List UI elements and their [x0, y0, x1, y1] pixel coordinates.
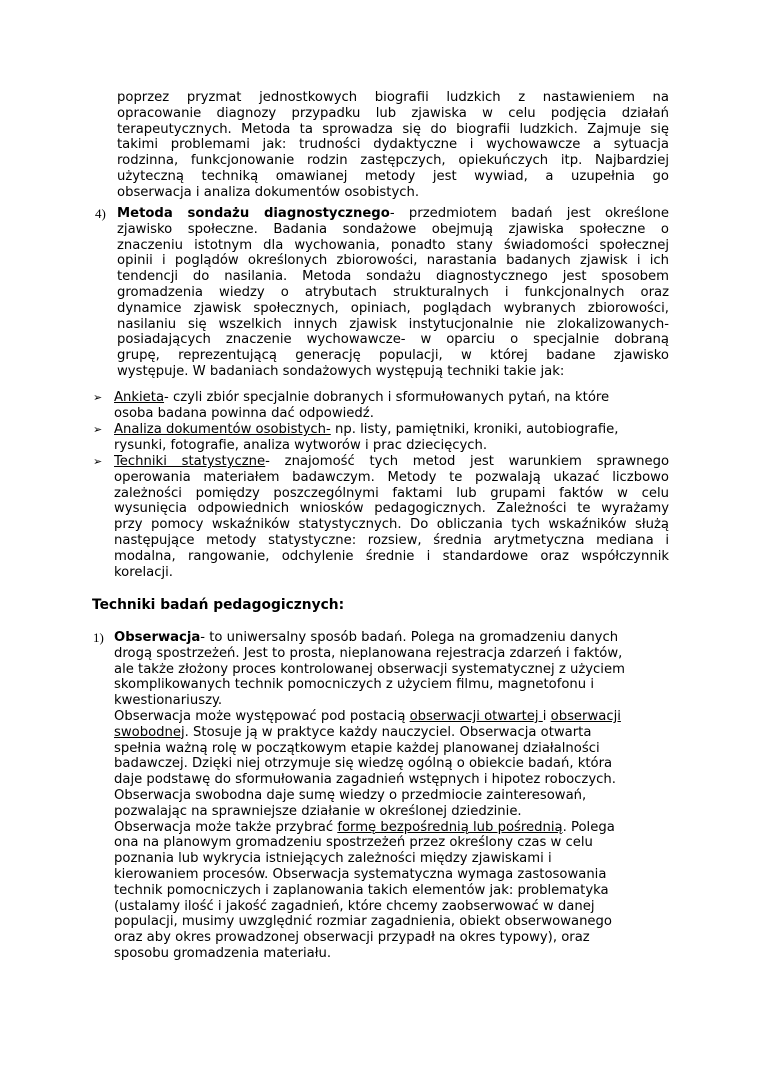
text-line: (ustalamy ilość i jakość zagadnień, które chcemy zaobserwować w danej [114, 898, 595, 914]
text-line: tendencji do nasilania. Metoda sondażu diagnostycznego jest sposobem [117, 269, 669, 285]
text-line [114, 390, 669, 406]
text-line: rysunki, fotografie, analiza wytworów i prac dziecięcych. [114, 437, 488, 453]
p2-after: . Stosuje ją w praktyce każdy nauczyciel. Obserwacja otwarta [184, 724, 592, 740]
text-line: poprzez pryzmat jednostkowych biografii ludzkich z nastawieniem na [117, 90, 669, 105]
text-line: dynamice zjawisk społecznych, opiniach, poglądach wybranych zbiorowości, [117, 300, 669, 316]
text-line: drogą spostrzeżeń. Jest to prosta, nieplanowana rejestracja zdarzeń i faktów, [114, 645, 623, 661]
text-line: kwestionariuszy. [114, 693, 223, 709]
analiza-term: Analiza dokumentów osobistych- [114, 422, 331, 437]
text-line: terapeutycznych. Metoda ta sprowadza się do biografii ludzkich. Zajmuje się [117, 121, 669, 137]
text-line [114, 454, 669, 470]
text-line: nasilaniu się wszelkich innych zjawisk instytucjonalnie nie zlokalizowanych- [117, 316, 669, 332]
text-line: operowania materiałem badawczym. Metody te pozwalają ukazać liczbowo [114, 469, 669, 485]
statystyczne-term: Techniki statystyczne [114, 454, 266, 469]
text-line: znaczeniu istotnym dla wychowania, ponadto stany świadomości społecznej [117, 237, 669, 253]
p2-mid: i [542, 708, 551, 724]
text-line: kierowaniem procesów. Obserwacja systematyczna wymaga zastosowania [114, 866, 607, 882]
text-line [114, 630, 674, 646]
text-line: gromadzenia wiedzy o atrybutach strukturalnych i funkcjonalnych oraz [117, 284, 669, 300]
observation-title: Obserwacja [114, 630, 201, 645]
list-marker-1: 1) [93, 630, 104, 645]
bullet-arrow-icon: ➢ [93, 391, 103, 404]
text-line: następujące metody statystyczne: rozsiew, średnia arytmetyczna mediana i [114, 532, 669, 548]
method-title: Metoda sondażu diagnostycznego [117, 206, 390, 221]
text-line: spełnia ważną rolę w początkowym etapie każdej planowanej działalności [114, 740, 600, 756]
underlined-term: formę bezpośrednią lub pośrednią [337, 819, 563, 835]
text-line: badawczej. Dzięki niej otrzymuje się wiedzę ogólną o obiekcie badań, która [114, 756, 613, 772]
intro-paragraph [117, 90, 669, 201]
bullet-text: - czyli zbiór specjalnie dobranych i sformułowanych pytań, na które [164, 390, 610, 405]
bullet-arrow-icon: ➢ [93, 455, 103, 468]
p2-lead: Obserwacja może występować pod postacią [114, 708, 410, 724]
text-line [114, 422, 669, 438]
bullet-ankieta [114, 390, 669, 422]
underlined-term: obserwacji [550, 708, 621, 724]
method-first-line: - przedmiotem badań jest określone [389, 206, 669, 221]
text-line: opracowanie diagnozy przypadku lub zjawiska w celu podjęcia działań [117, 105, 669, 121]
text-line: daje podstawę do sformułowania zagadnień wstępnych i hipotez roboczych. [114, 772, 616, 788]
text-line [114, 820, 674, 836]
observation-item [114, 630, 674, 962]
text-line: występuje. W badaniach sondażowych występują techniki takie jak: [117, 363, 565, 379]
bullet-text: np. listy, pamiętniki, kroniki, autobiografie, [330, 422, 619, 437]
text-line: modalna, rangowanie, odchylenie średnie i standardowe oraz współczynnik [114, 548, 669, 564]
ankieta-term: Ankieta [114, 390, 165, 405]
bullet-analiza-dokumentow [114, 422, 669, 454]
text-line: skomplikowanych technik pomocniczych z użyciem filmu, magnetofonu i [114, 677, 594, 693]
text-line: wysunięcia odpowiednich wniosków pedagogicznych. Zależności te wyrażamy [114, 501, 669, 517]
bullet-arrow-icon: ➢ [93, 423, 103, 436]
text-line: obserwacja i analiza dokumentów osobistych. [117, 184, 420, 200]
list-marker-4: 4) [95, 206, 106, 221]
text-line: posiadających znaczenie wychowawcze- w oparciu o specjalnie dobraną [117, 332, 669, 348]
text-line: poznania lub wykrycia istniejących zależności między zjawiskami i [114, 851, 552, 867]
p3-after: . Polega [562, 819, 615, 835]
text-line: zależności pomiędzy poszczególnymi faktami lub grupami faktów w celu [114, 485, 669, 501]
observation-first-line: - to uniwersalny sposób badań. Polega na gromadzeniu danych [200, 630, 619, 645]
text-line [114, 709, 674, 725]
text-line: zjawisko społeczne. Badania sondażowe obejmują zjawiska społeczne o [117, 221, 669, 237]
method-sondaz-item [117, 206, 669, 380]
text-line: rodzinna, funkcjonowanie rodzin zastępczych, opiekuńczych itp. Najbardziej [117, 153, 669, 169]
text-line: opinii i poglądów określonych zbiorowości, narastania badanych zjawisk i ich [117, 253, 669, 269]
text-line: technik pomocniczych i zaplanowania takich elementów jak: problematyka [114, 882, 609, 898]
text-line: osoba badana powinna dać odpowiedź. [114, 405, 374, 421]
text-line: grupę, reprezentującą generację populacji, w której badane zjawisko [117, 348, 669, 364]
text-line: sposobu gromadzenia materiału. [114, 945, 332, 961]
text-line: takimi problemami jak: trudności dydaktyczne i wychowawcze a sytuacja [117, 137, 669, 153]
text-line [117, 206, 669, 222]
text-line: użyteczną techniką omawianej metody jest wywiad, a uzupełnia go [117, 168, 669, 184]
text-line [114, 725, 674, 741]
text-line: populacji, musimy uwzględnić rozmiar zagadnienia, obiekt obserwowanego [114, 914, 612, 930]
text-line: ale także złożony proces kontrolowanej obserwacji systematycznej z użyciem [114, 661, 625, 677]
underlined-term: obserwacji otwartej [409, 708, 543, 724]
bullet-techniki-statystyczne [114, 454, 669, 580]
text-line: Obserwacja swobodna daje sumę wiedzy o przedmiocie zainteresowań, [114, 787, 587, 803]
section-heading: Techniki badań pedagogicznych: [92, 597, 345, 613]
text-line: ona na planowym gromadzeniu spostrzeżeń przez określony czas w celu [114, 835, 593, 851]
text-line: pozwalając na sprawniejsze działanie w określonej dziedzinie. [114, 803, 522, 819]
text-line: korelacji. [114, 564, 173, 580]
bullet-text: - znajomość tych metod jest warunkiem sprawnego [265, 454, 669, 469]
underlined-term: swobodnej [114, 724, 185, 740]
p3-lead: Obserwacja może także przybrać [114, 819, 338, 835]
text-line: oraz aby okres prowadzonej obserwacji przypadł na okres typowy), oraz [114, 930, 590, 946]
text-line: przy pomocy wskaźników statystycznych. Do obliczania tych wskaźników służą [114, 517, 669, 533]
